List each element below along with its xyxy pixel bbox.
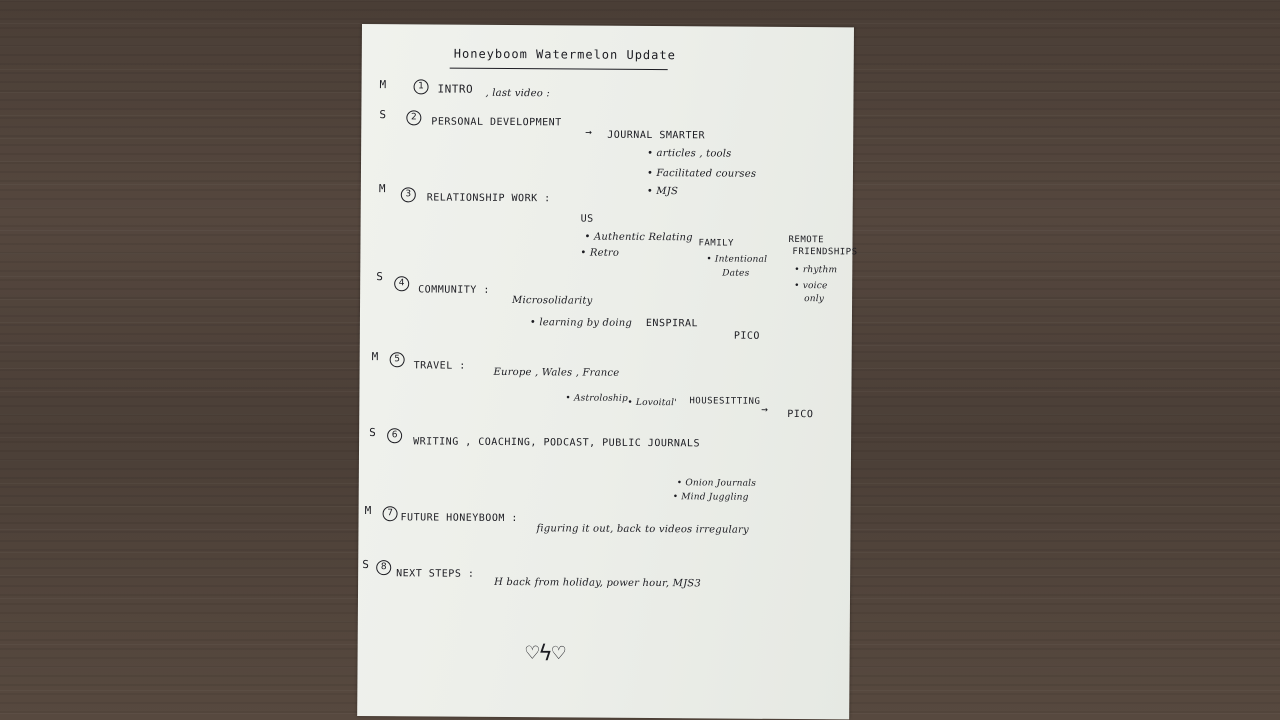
section-7-text: figuring it out, back to videos irregulary xyxy=(536,523,749,536)
section-6-number: 6 xyxy=(387,428,402,443)
community-item-2: ENSPIRAL xyxy=(645,317,699,330)
section-3-number: 3 xyxy=(401,187,416,202)
section-2-heading: PERSONAL DEVELOPMENT xyxy=(431,116,562,129)
section-5-heading: TRAVEL : xyxy=(413,360,466,372)
travel-arrow: → xyxy=(761,402,769,416)
travel-housesitting: HOUSESITTING xyxy=(689,396,761,407)
relationship-us-label: US xyxy=(580,213,594,225)
relationship-family-bullet-1: • Intentional xyxy=(706,254,768,265)
section-8-heading: NEXT STEPS : xyxy=(396,568,475,580)
section-3-heading: RELATIONSHIP WORK : xyxy=(426,192,551,205)
relationship-remote-bullet-2: • voice xyxy=(794,281,828,292)
section-6-heading: WRITING , COACHING, PODCAST, PUBLIC JOURNALS xyxy=(413,436,701,450)
section-8-text: H back from holiday, power hour, MJS3 xyxy=(494,576,701,590)
section-1-number: 1 xyxy=(414,79,429,94)
relationship-remote-bullet-1: • rhythm xyxy=(794,265,838,276)
section-3-marker: M xyxy=(378,182,387,196)
section-6-bullet-1: • Onion Journals xyxy=(676,478,757,489)
section-2-bullet-3: • MJS xyxy=(646,185,679,198)
section-2-number: 2 xyxy=(406,110,421,125)
relationship-us-bullet-1: • Authentic Relating xyxy=(584,231,693,244)
section-7-marker: M xyxy=(364,504,372,518)
section-8-number: 8 xyxy=(376,560,391,575)
section-1-heading: INTRO xyxy=(437,82,474,96)
section-1-marker: M xyxy=(379,78,387,92)
relationship-remote-label-2: FRIENDSHIPS xyxy=(792,247,858,258)
relationship-family-bullet-2: Dates xyxy=(722,268,750,279)
section-4-heading: COMMUNITY : xyxy=(418,284,490,296)
travel-bullet-1: • Astroloship xyxy=(565,393,629,404)
section-7-heading: FUTURE HONEYBOOM : xyxy=(400,512,518,525)
travel-places: Europe , Wales , France xyxy=(493,366,620,379)
section-2-bullet-2: • Facilitated courses xyxy=(646,167,757,180)
relationship-remote-bullet-3: only xyxy=(804,294,825,305)
community-item-1: Microsolidarity xyxy=(512,295,593,307)
section-5-number: 5 xyxy=(390,352,405,367)
section-7-number: 7 xyxy=(383,506,398,521)
travel-target: PICO xyxy=(787,408,814,421)
relationship-us-bullet-2: • Retro xyxy=(580,247,620,259)
relationship-family-label: FAMILY xyxy=(698,238,735,249)
community-item-1-bullet: • learning by doing xyxy=(529,317,633,329)
travel-bullet-2: • Lovoital' xyxy=(627,397,677,409)
heart-lightning-icon: ♡ϟ♡ xyxy=(525,641,566,667)
section-6-bullet-2: • Mind Juggling xyxy=(672,492,749,503)
section-2-marker: S xyxy=(379,108,387,122)
section-8-marker: S xyxy=(362,558,370,572)
section-5-marker: M xyxy=(371,350,379,364)
section-4-number: 4 xyxy=(394,276,409,291)
handwritten-page xyxy=(357,24,858,719)
section-2-target: JOURNAL SMARTER xyxy=(607,129,706,142)
relationship-remote-label-1: REMOTE xyxy=(788,234,825,246)
page-title: Honeyboom Watermelon Update xyxy=(453,46,676,63)
section-6-marker: S xyxy=(369,426,377,440)
title-underline xyxy=(450,68,668,71)
section-2-arrow: → xyxy=(585,125,593,139)
section-1-text: , last video : xyxy=(485,87,550,100)
section-4-marker: S xyxy=(376,270,384,284)
section-2-bullet-1: • articles , tools xyxy=(647,147,732,160)
community-item-3: PICO xyxy=(733,330,760,342)
